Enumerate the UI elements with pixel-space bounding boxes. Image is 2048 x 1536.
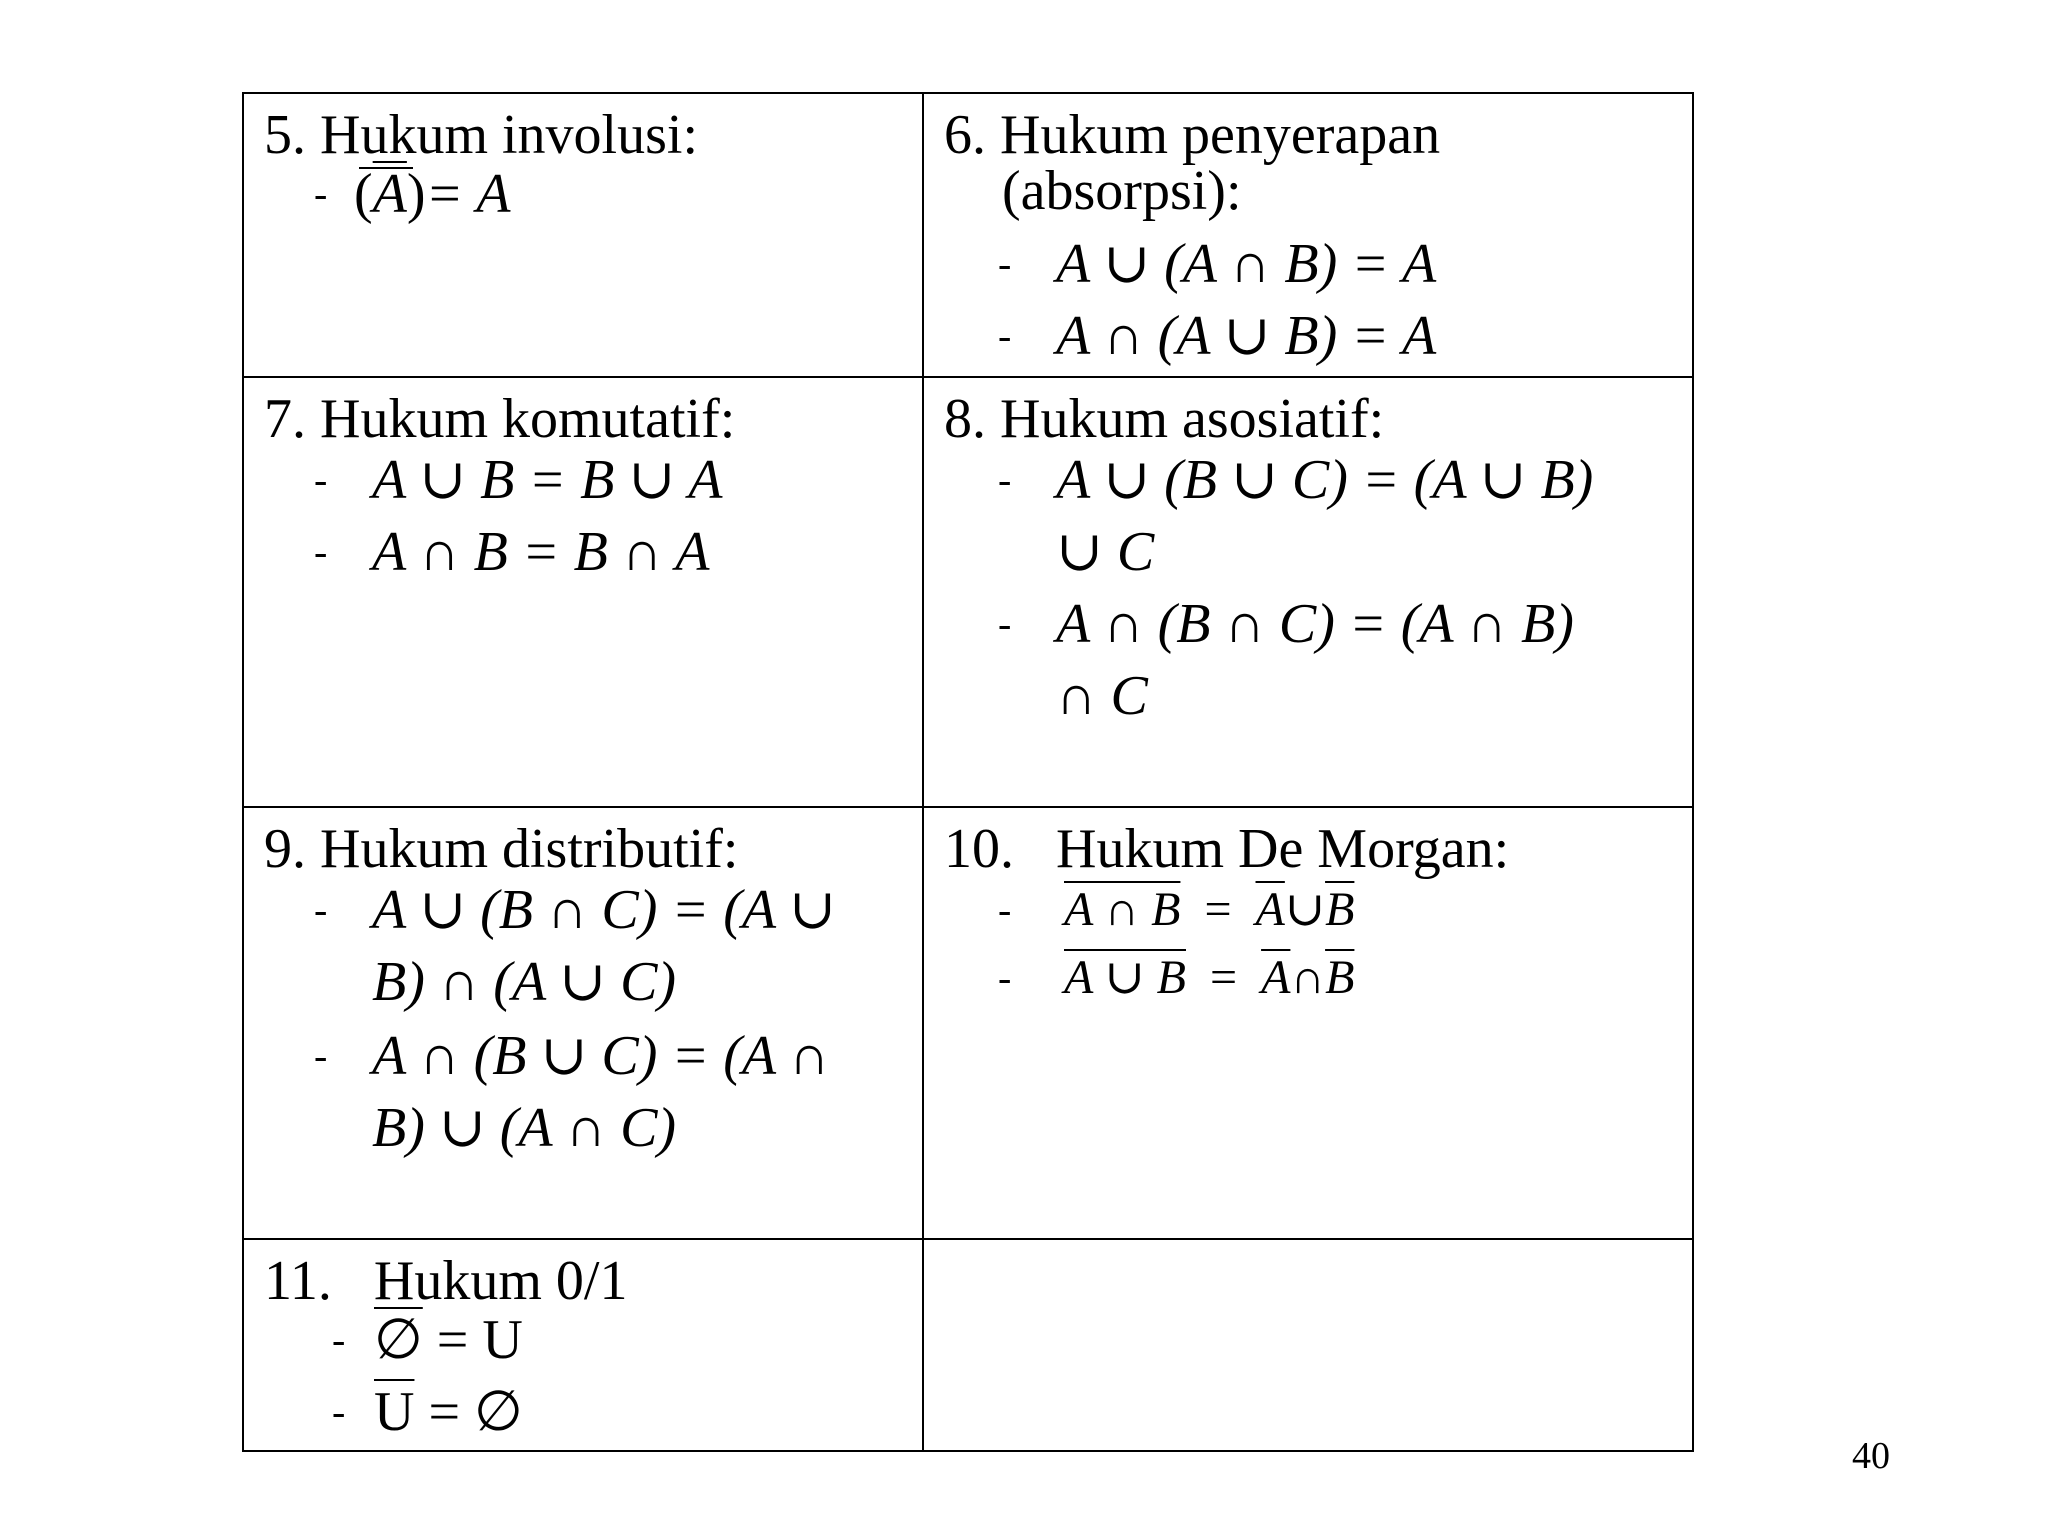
formula: A ∩ (B ∪ C) = (A ∩ <box>372 1025 830 1087</box>
set-laws-table <box>242 92 1694 1452</box>
associative-item-1-cont: ∪ C <box>1056 521 1155 583</box>
bullet-dash: - <box>314 171 328 216</box>
cell-empty <box>923 1239 1693 1451</box>
formula <box>1064 946 1354 1010</box>
bullet-dash: - <box>314 1033 328 1078</box>
cell-zero-one-law <box>243 1239 923 1451</box>
formula-rhs: = U <box>436 1309 523 1371</box>
bullet-dash: - <box>998 887 1012 932</box>
formula-a-bar: $\overline{A}$ <box>372 163 407 225</box>
formula-paren-open: ( <box>354 163 373 225</box>
involution-formula <box>354 158 511 230</box>
absorption-law-heading: 6. Hukum penyerapan <box>944 104 1441 166</box>
bullet-dash: - <box>998 955 1012 1000</box>
formula-rhs: = ∅ <box>428 1381 523 1443</box>
formula-a-bar: $\overline{A}$ <box>1261 951 1291 1004</box>
bullet-dash: - <box>314 887 328 932</box>
formula <box>374 1376 523 1448</box>
formula-lhs: A ∪ B <box>1064 951 1186 1004</box>
table-row <box>243 807 1693 1239</box>
empty-set-bar: ∅ <box>374 1309 423 1371</box>
bullet-dash: - <box>332 1389 346 1434</box>
distributive-law-heading: 9. Hukum distributif: <box>264 818 739 880</box>
formula-rhs: = A <box>425 163 511 225</box>
formula-equals: = <box>1210 951 1238 1004</box>
formula: A ∩ (A ∪ B) = A <box>1056 305 1437 367</box>
page-number: 40 <box>1852 1435 1890 1477</box>
cell-distributive-law <box>243 807 923 1239</box>
formula: A ∩ (B ∩ C) = (A ∩ B) <box>1056 593 1574 655</box>
formula-b-bar: $\overline{B}$ <box>1325 951 1355 1004</box>
formula <box>374 1304 523 1376</box>
bullet-dash: - <box>332 1317 346 1362</box>
formula: A ∪ (A ∩ B) = A <box>1056 233 1437 295</box>
de-morgan-law-heading: 10. Hukum De Morgan: <box>944 818 1510 880</box>
absorption-law-heading-cont: (absorpsi): <box>1002 160 1242 222</box>
formula-paren-close: ) <box>406 163 426 225</box>
table-row <box>243 93 1693 377</box>
bullet-dash: - <box>998 601 1012 646</box>
table-row <box>243 1239 1693 1451</box>
formula: A ∪ (B ∪ C) = (A ∪ B) <box>1056 449 1594 511</box>
bullet-dash: - <box>998 457 1012 502</box>
formula: A ∪ B = B ∪ A <box>372 449 723 511</box>
table-row <box>243 377 1693 807</box>
involution-law-heading: 5. Hukum involusi: <box>264 104 699 166</box>
commutative-law-heading: 7. Hukum komutatif: <box>264 388 736 450</box>
associative-law-heading: 8. Hukum asosiatif: <box>944 388 1385 450</box>
associative-item-2-cont: ∩ C <box>1056 665 1148 727</box>
formula-lhs: A ∩ B <box>1064 883 1181 936</box>
formula-equals: = <box>1204 883 1232 936</box>
formula-op: ∪ <box>1284 883 1326 936</box>
cell-absorption-law <box>923 93 1693 377</box>
formula-op: ∩ <box>1290 951 1326 1004</box>
distributive-item-1-cont: B) ∩ (A ∪ C) <box>372 951 677 1013</box>
zero-one-law-heading: 11. Hukum 0/1 <box>264 1250 628 1312</box>
formula <box>1064 878 1354 942</box>
bullet-dash: - <box>998 241 1012 286</box>
distributive-item-2-cont: B) ∪ (A ∩ C) <box>372 1097 677 1159</box>
universe-bar: $\overline{U}$ <box>374 1381 415 1443</box>
formula-double-bar-a <box>373 163 407 225</box>
cell-commutative-law <box>243 377 923 807</box>
formula: A ∩ B = B ∩ A <box>372 521 710 583</box>
formula-a-bar: $\overline{A}$ <box>1255 883 1285 936</box>
bullet-dash: - <box>314 457 328 502</box>
outer-bar <box>359 167 413 169</box>
cell-associative-law <box>923 377 1693 807</box>
formula-b-bar: $\overline{B}$ <box>1325 883 1355 936</box>
cell-de-morgan-law <box>923 807 1693 1239</box>
bullet-dash: - <box>314 529 328 574</box>
bullet-dash: - <box>998 313 1012 358</box>
formula: A ∪ (B ∩ C) = (A ∪ <box>372 879 836 941</box>
cell-involution-law <box>243 93 923 377</box>
